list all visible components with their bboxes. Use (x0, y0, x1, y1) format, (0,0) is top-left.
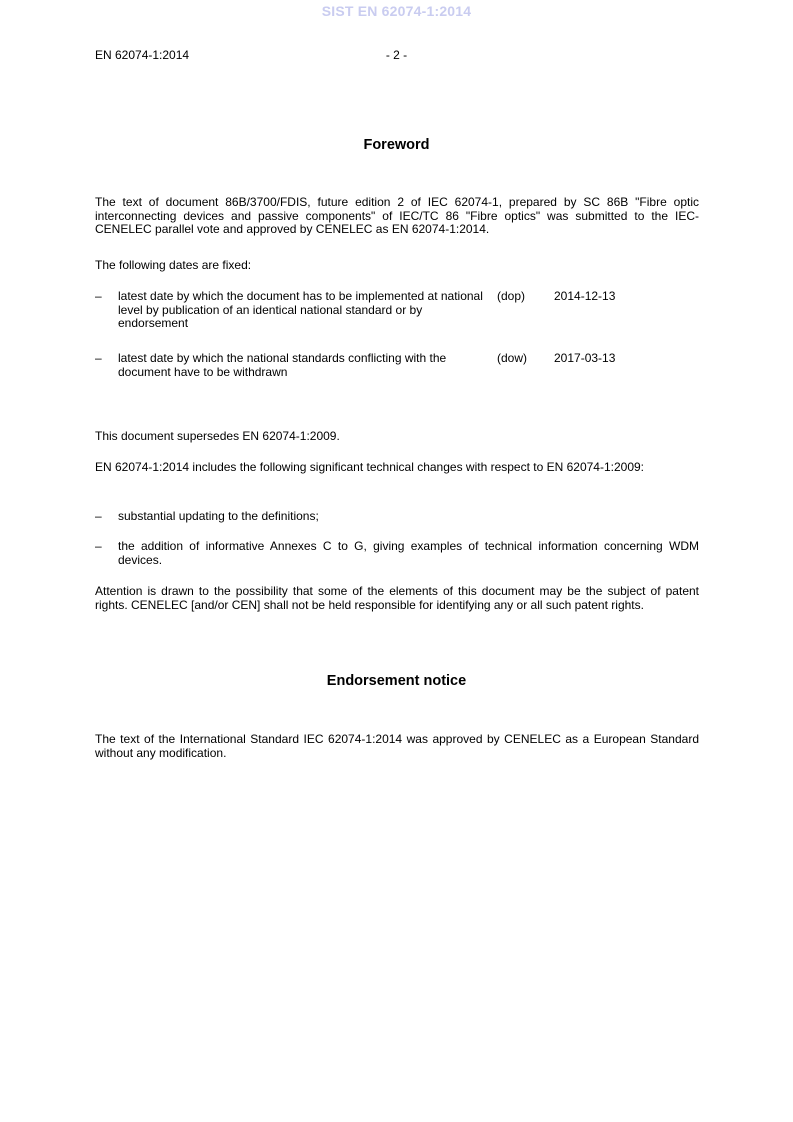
list-dash: – (95, 539, 102, 553)
dates-intro: The following dates are fixed: (95, 258, 252, 272)
date-code: (dop) (497, 289, 526, 303)
endorsement-paragraph: The text of the International Standard IEC 62074-1:2014 was approved by CENELEC as a European Standard without any modification. (95, 732, 699, 760)
date-description: latest date by which the document has to be implemented at national level by publication of an identical national standard or by endorsement (118, 289, 483, 330)
header-doc-id: EN 62074-1:2014 (95, 48, 190, 62)
header-page-number: - 2 - (385, 48, 408, 62)
date-code: (dow) (497, 351, 528, 365)
list-dash: – (95, 351, 102, 365)
list-dash: – (95, 509, 102, 523)
change-text: substantial updating to the definitions; (118, 509, 319, 523)
foreword-heading: Foreword (363, 137, 430, 153)
supersedes-paragraph: This document supersedes EN 62074-1:2009. (95, 429, 340, 443)
date-description: latest date by which the national standards conflicting with the document have to be withdrawn (118, 351, 447, 379)
endorsement-heading: Endorsement notice (326, 673, 467, 689)
changes-intro-paragraph: EN 62074-1:2014 includes the following significant technical changes with respect to EN 62074-1:2009: (95, 460, 645, 474)
foreword-intro-paragraph: The text of document 86B/3700/FDIS, future edition 2 of IEC 62074-1, prepared by SC 86B "Fibre optic interconnecting devices and passive components" of IEC/TC 86 "Fibre optics" was submitted to the IEC-CENELEC parallel vote and approved by CENELEC as EN 62074-1:2014. (95, 195, 699, 236)
change-item (95, 510, 699, 524)
patent-notice-paragraph: Attention is drawn to the possibility that some of the elements of this document may be the subject of patent rights. CENELEC [and/or CEN] shall not be held responsible for identifying any or all such patent rights. (95, 584, 699, 612)
change-item (95, 540, 699, 567)
date-value: 2014-12-13 (554, 289, 616, 303)
change-text: the addition of informative Annexes C to G, giving examples of technical information concerning WDM devices. (118, 539, 699, 567)
date-value: 2017-03-13 (554, 351, 616, 365)
list-dash: – (95, 289, 102, 303)
watermark: SIST EN 62074-1:2014 (321, 3, 472, 19)
